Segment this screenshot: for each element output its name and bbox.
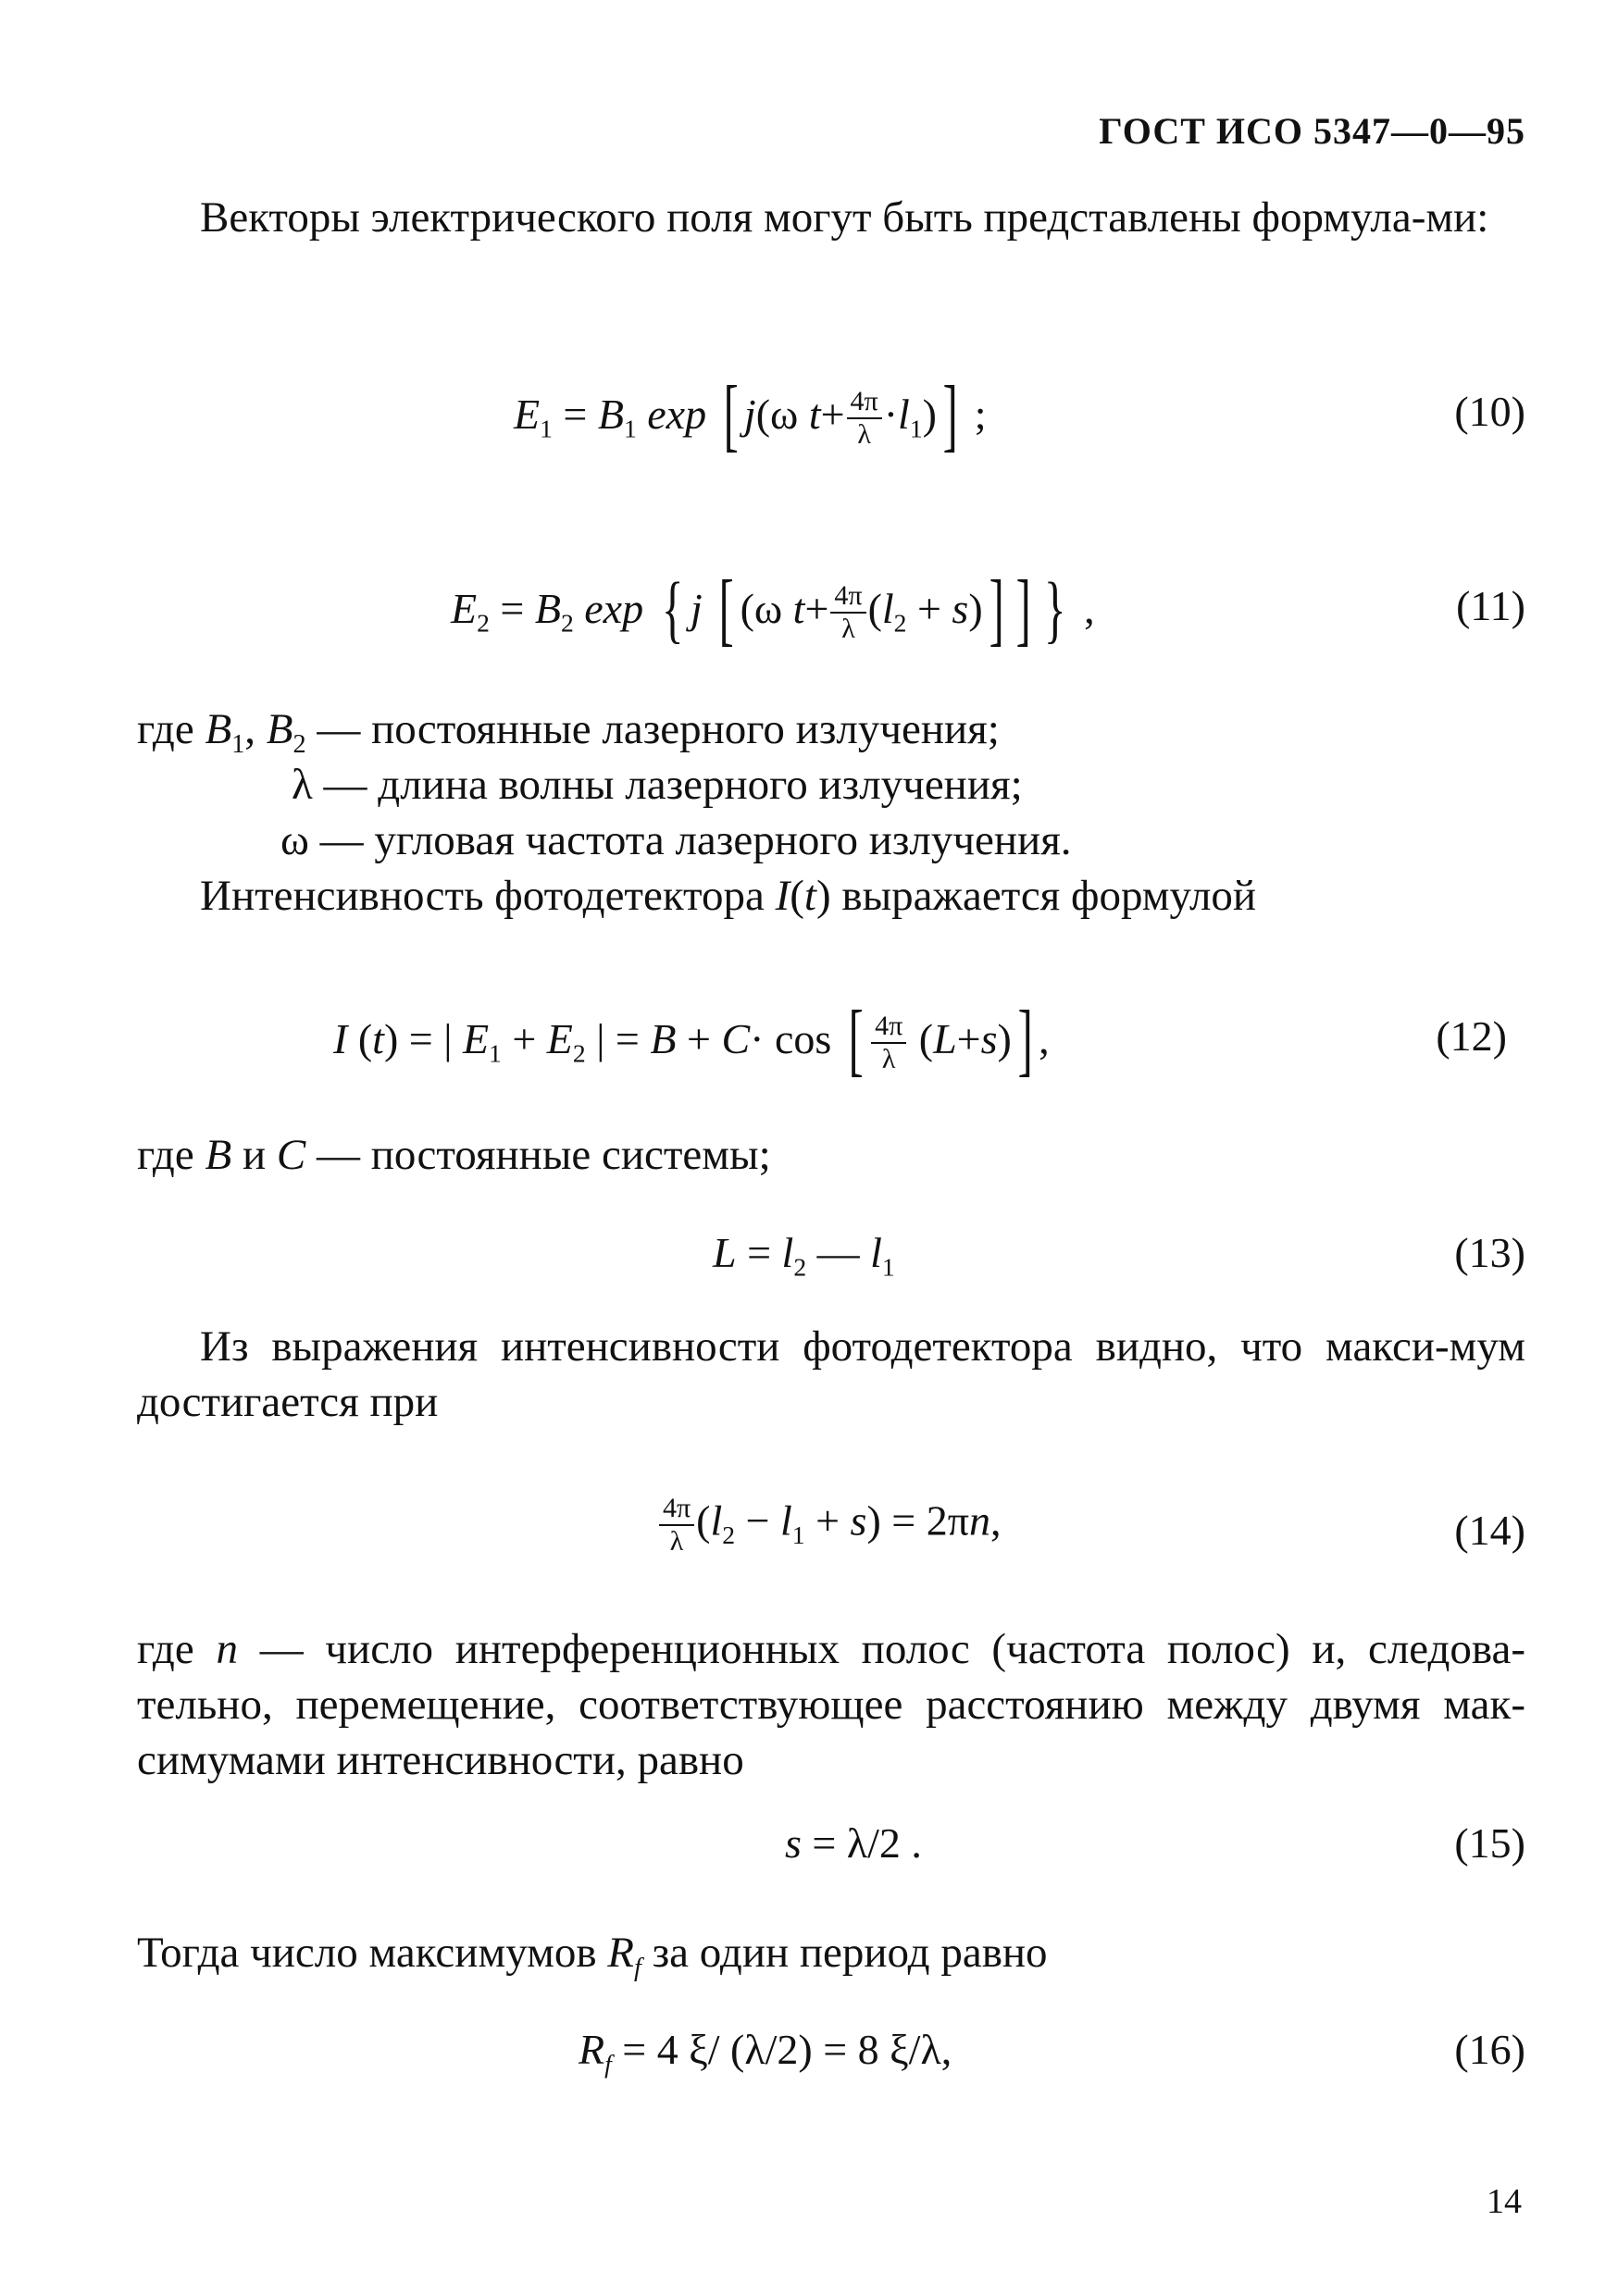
right-bracket: ] xyxy=(989,565,1004,654)
intro-text: Векторы электрического поля могут быть представлены формула-ми: xyxy=(200,193,1489,242)
equation-number-12: (12) xyxy=(1436,1012,1507,1060)
maximum-paragraph: Из выражения интенсивности фотодетектора видно, что макси-мум достигается при xyxy=(137,1322,1525,1426)
equation-15: s = λ/2 . xyxy=(785,1819,922,1867)
left-bracket: [ xyxy=(718,565,734,654)
equation-12: I (t) = | $E_1 + E_2$ | = B + C· cos [ $\frac{4\pi}{\lambda}$ (L+s)] , xyxy=(333,995,1050,1085)
where-lambda-line: λ — длина волны лазерного излучения; xyxy=(292,761,1023,809)
equation-number-15: (15) xyxy=(1454,1819,1525,1867)
right-bracket: ] xyxy=(942,370,958,460)
equation-number-11: (11) xyxy=(1456,582,1525,629)
equation-11: $E_2 = B_2$ exp { j [ (ω t+ $\frac{4\pi}{\lambda}$ $(l_2 + s)$] ] } , xyxy=(451,565,1095,654)
rf-paragraph: Тогда число максимумов $R_f$ за один период равно xyxy=(137,1929,1048,1982)
left-bracket: [ xyxy=(723,370,739,460)
equation-13: $L = l_2$ — $l_1$ xyxy=(713,1229,895,1282)
n-paragraph: где n — число интерференционных полос (частота полос) и, следова-тельно, перемещение, соответствующее расстоянию между двумя мак-симумами интенсивности, равно xyxy=(137,1625,1526,1784)
fraction: $\frac{4\pi}{\lambda}$ xyxy=(871,1012,906,1074)
right-bracket-outer: ] xyxy=(1015,565,1031,654)
intro-paragraph xyxy=(137,190,1525,245)
left-brace: { xyxy=(661,566,684,651)
equation-10: $E_1 = B_1$ exp [ j(ω t+ $\frac{4\pi}{\lambda}$ $\cdot l_1$)] ; xyxy=(514,370,987,460)
where-b-line: где $B_1$, $B_2$ — постоянные лазерного излучения; xyxy=(137,705,1000,759)
right-bracket: ] xyxy=(1017,995,1033,1085)
right-brace: } xyxy=(1044,566,1066,651)
where-block-1 xyxy=(137,701,1072,868)
fraction: $\frac{4\pi}{\lambda}$ xyxy=(830,582,865,643)
left-bracket: [ xyxy=(848,995,864,1085)
fraction: $\frac{4\pi}{\lambda}$ xyxy=(659,1495,694,1556)
equation-number-14: (14) xyxy=(1454,1507,1525,1554)
where-block-2: где B и C — постоянные системы; xyxy=(137,1131,771,1179)
equation-number-16: (16) xyxy=(1454,2026,1525,2073)
intensity-intro: Интенсивность фотодетектора I(t) выражается формулой xyxy=(200,872,1257,920)
equation-14: $\frac{4\pi}{\lambda}$ $(l_2 - l_1 + s) = 2\pi n$, xyxy=(657,1495,1001,1556)
equation-number-13: (13) xyxy=(1454,1229,1525,1276)
equation-16: $R_f = 4$ ξ/ (λ/2) = 8 ξ/λ, xyxy=(579,2026,952,2079)
document-header: ГОСТ ИСО 5347—0—95 xyxy=(1099,110,1525,152)
equation-number-10: (10) xyxy=(1454,388,1525,435)
page-number: 14 xyxy=(1487,2182,1522,2221)
where-omega-line: ω — угловая частота лазерного излучения. xyxy=(280,816,1072,864)
fraction: $\frac{4\pi}{\lambda}$ xyxy=(847,388,882,449)
